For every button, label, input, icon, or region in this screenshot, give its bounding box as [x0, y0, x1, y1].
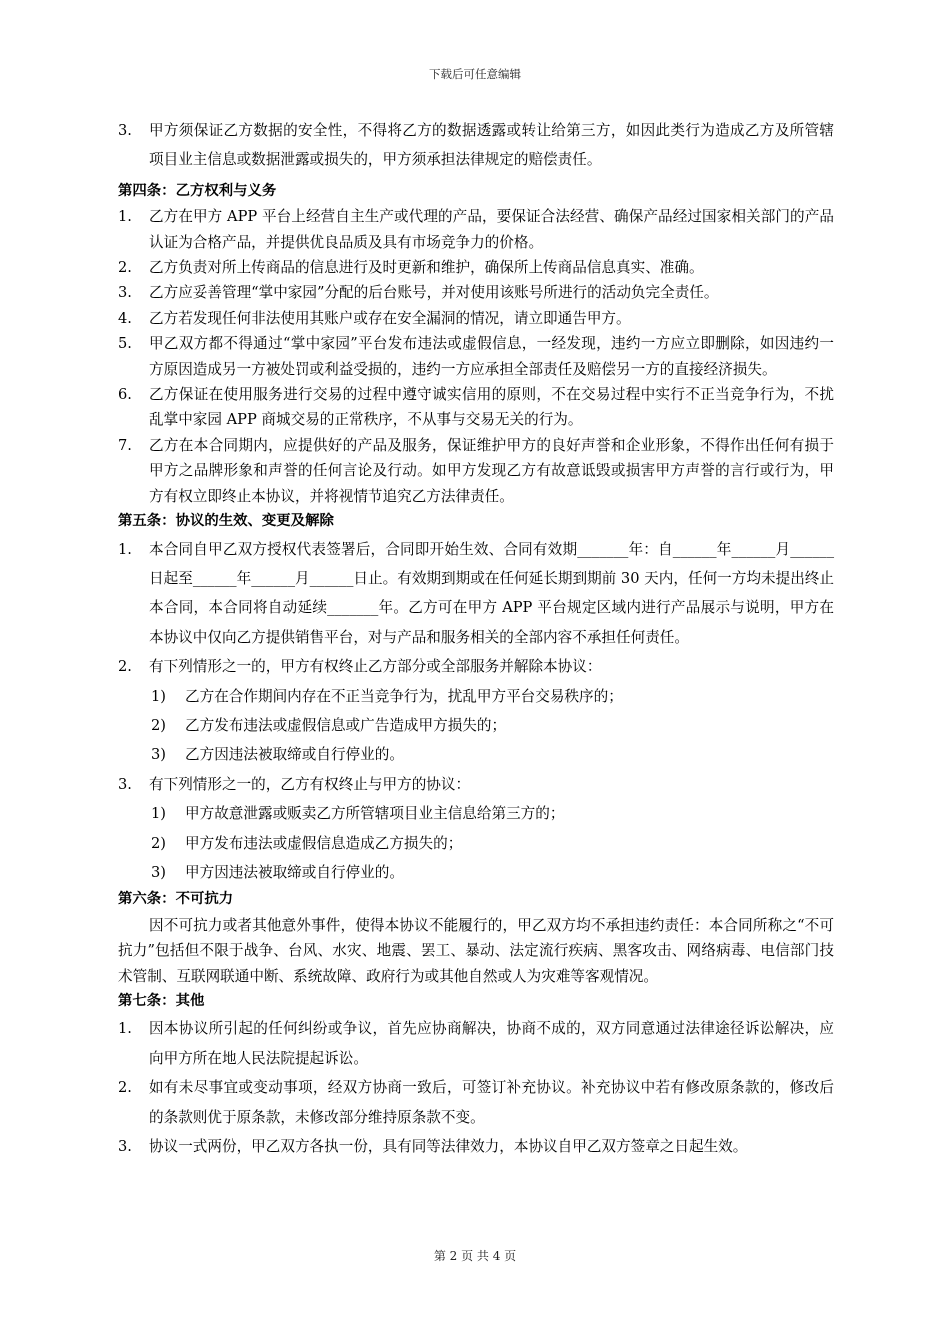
item-text: 本合同自甲乙双方授权代表签署后，合同即开始生效、合同有效期_______年：自______年______月______日起至______年______月______日止。有效期到期或在任何延长期到期前 30 天内，任何一方均未提出终止本合同，本合同将自动延续_______年。乙方可在甲方 APP 平台规定区域内进行产品展示与说明，甲方在本协议中仅向乙方提供销售平台，对与产品和服务相关的全部内容不承担任何责任。: [149, 540, 834, 646]
clause-7-1: [118, 1014, 834, 1073]
page-header: 下载后可任意编辑: [429, 67, 521, 81]
clause-4-2: [118, 255, 834, 280]
clause-5-2-1: [118, 682, 834, 711]
clause-5-3-3: [118, 858, 834, 887]
subitem-number: 1): [151, 805, 166, 823]
subitem-text: 甲方故意泄露或贩卖乙方所管辖项目业主信息给第三方的；: [185, 805, 565, 823]
item-number: 1.: [118, 1020, 132, 1038]
item-number: 1.: [118, 208, 132, 226]
item-text: 有下列情形之一的，乙方有权终止与甲方的协议：: [149, 775, 471, 793]
item-number: 3.: [118, 122, 132, 139]
clause-5-1: [118, 535, 834, 653]
item-text: 甲方须保证乙方数据的安全性，不得将乙方的数据透露或转让给第三方，如因此类行为造成乙方及所管辖项目业主信息或数据泄露或损失的，甲方须承担法律规定的赔偿责任。: [149, 122, 834, 169]
item-text: 有下列情形之一的，甲方有权终止乙方部分或全部服务并解除本协议：: [149, 658, 602, 676]
document-body: [118, 116, 834, 1161]
clause-5-2: [118, 652, 834, 681]
section-5-heading: 第五条：协议的生效、变更及解除: [118, 513, 334, 530]
clause-5-3-2: [118, 829, 834, 858]
item-text: 协议一式两份，甲乙双方各执一份，具有同等法律效力，本协议自甲乙双方签章之日起生效。: [149, 1138, 748, 1156]
subitem-number: 1): [151, 687, 166, 705]
force-majeure-paragraph: 因不可抗力或者其他意外事件，使得本协议不能履行的，甲乙双方均不承担违约责任：本合同所称之“不可抗力”包括但不限于战争、台风、水灾、地震、罢工、暴动、法定流行疾病、黑客攻击、网络病毒、电信部门技术管制、互联网联通中断、系统故障、政府行为或其他自然或人为灾难等客观情况。: [118, 916, 834, 985]
section-4-heading: 第四条：乙方权利与义务: [118, 182, 277, 199]
clause-7-2: [118, 1073, 834, 1132]
clause-4-4: [118, 306, 834, 331]
item-text: 因本协议所引起的任何纠纷或争议，首先应协商解决，协商不成的，双方同意通过法律途径诉讼解决，应向甲方所在地人民法院提起诉讼。: [149, 1020, 834, 1067]
item-number: 7.: [118, 436, 132, 454]
item-text: 乙方在甲方 APP 平台上经营自主生产或代理的产品，要保证合法经营、确保产品经过国家相关部门的产品认证为合格产品，并提供优良品质及具有市场竞争力的价格。: [149, 208, 834, 251]
subitem-text: 乙方因违法被取缔或自行停业的。: [185, 746, 404, 764]
item-number: 6.: [118, 386, 132, 404]
item-text: 甲乙双方都不得通过“掌中家园”平台发布违法或虚假信息，一经发现，违约一方应立即删除，如因违约一方原因造成另一方被处罚或利益受损的，违约一方应承担全部责任及赔偿另一方的直接经济损失。: [149, 335, 834, 378]
clause-4-7: [118, 433, 834, 509]
section-6-heading: 第六条：不可抗力: [118, 891, 234, 908]
clause-5-2-2: [118, 711, 834, 740]
item-number: 5.: [118, 335, 132, 353]
subitem-text: 乙方在合作期间内存在不正当竞争行为，扰乱甲方平台交易秩序的；: [185, 687, 623, 705]
item-number: 1.: [118, 540, 132, 558]
item-text: 乙方应妥善管理“掌中家园”分配的后台账号，并对使用该账号所进行的活动负完全责任。: [149, 284, 719, 302]
subitem-text: 甲方发布违法或虚假信息造成乙方损失的；: [185, 834, 463, 852]
item-number: 2.: [118, 259, 132, 277]
item-number: 3.: [118, 1138, 132, 1156]
subitem-number: 2): [151, 716, 166, 734]
subitem-number: 2): [151, 834, 166, 852]
subitem-number: 3): [151, 746, 166, 764]
subitem-text: 甲方因违法被取缔或自行停业的。: [185, 863, 404, 881]
item-number: 2.: [118, 658, 132, 676]
subitem-text: 乙方发布违法或虚假信息或广告造成甲方损失的；: [185, 716, 507, 734]
item-number: 4.: [118, 309, 132, 327]
subitem-number: 3): [151, 863, 166, 881]
clause-5-3: [118, 770, 834, 799]
clause-7-3: [118, 1132, 834, 1161]
clause-5-3-1: [118, 799, 834, 828]
item-text: 乙方在本合同期内，应提供好的产品及服务，保证维护甲方的良好声誉和企业形象，不得作出任何有损于甲方之品牌形象和声誉的任何言论及行动。如甲方发现乙方有故意诋毁或损害甲方声誉的言行或行为，甲方有权立即终止本协议，并将视情节追究乙方法律责任。: [149, 436, 834, 505]
item-text: 乙方保证在使用服务进行交易的过程中遵守诚实信用的原则，不在交易过程中实行不正当竞争行为，不扰乱掌中家园 APP 商城交易的正常秩序，不从事与交易无关的行为。: [149, 386, 834, 429]
clause-4-1: [118, 204, 834, 255]
item-text: 乙方若发现任何非法使用其账户或存在安全漏洞的情况，请立即通告甲方。: [149, 309, 631, 327]
item-number: 3.: [118, 284, 132, 302]
item-text: 如有未尽事宜或变动事项，经双方协商一致后，可签订补充协议。补充协议中若有修改原条款的，修改后的条款则优于原条款，未修改部分维持原条款不变。: [149, 1079, 834, 1126]
item-number: 3.: [118, 775, 132, 793]
item-number: 2.: [118, 1079, 132, 1097]
clause-4-3: [118, 280, 834, 305]
clause-3-3: [118, 116, 834, 175]
page-footer: 第 2 页 共 4 页: [433, 1249, 517, 1263]
clause-4-6: [118, 382, 834, 433]
clause-4-5: [118, 331, 834, 382]
section-7-heading: 第七条：其他: [118, 993, 205, 1009]
item-text: 乙方负责对所上传商品的信息进行及时更新和维护，确保所上传商品信息真实、准确。: [149, 259, 704, 277]
clause-5-2-3: [118, 740, 834, 769]
